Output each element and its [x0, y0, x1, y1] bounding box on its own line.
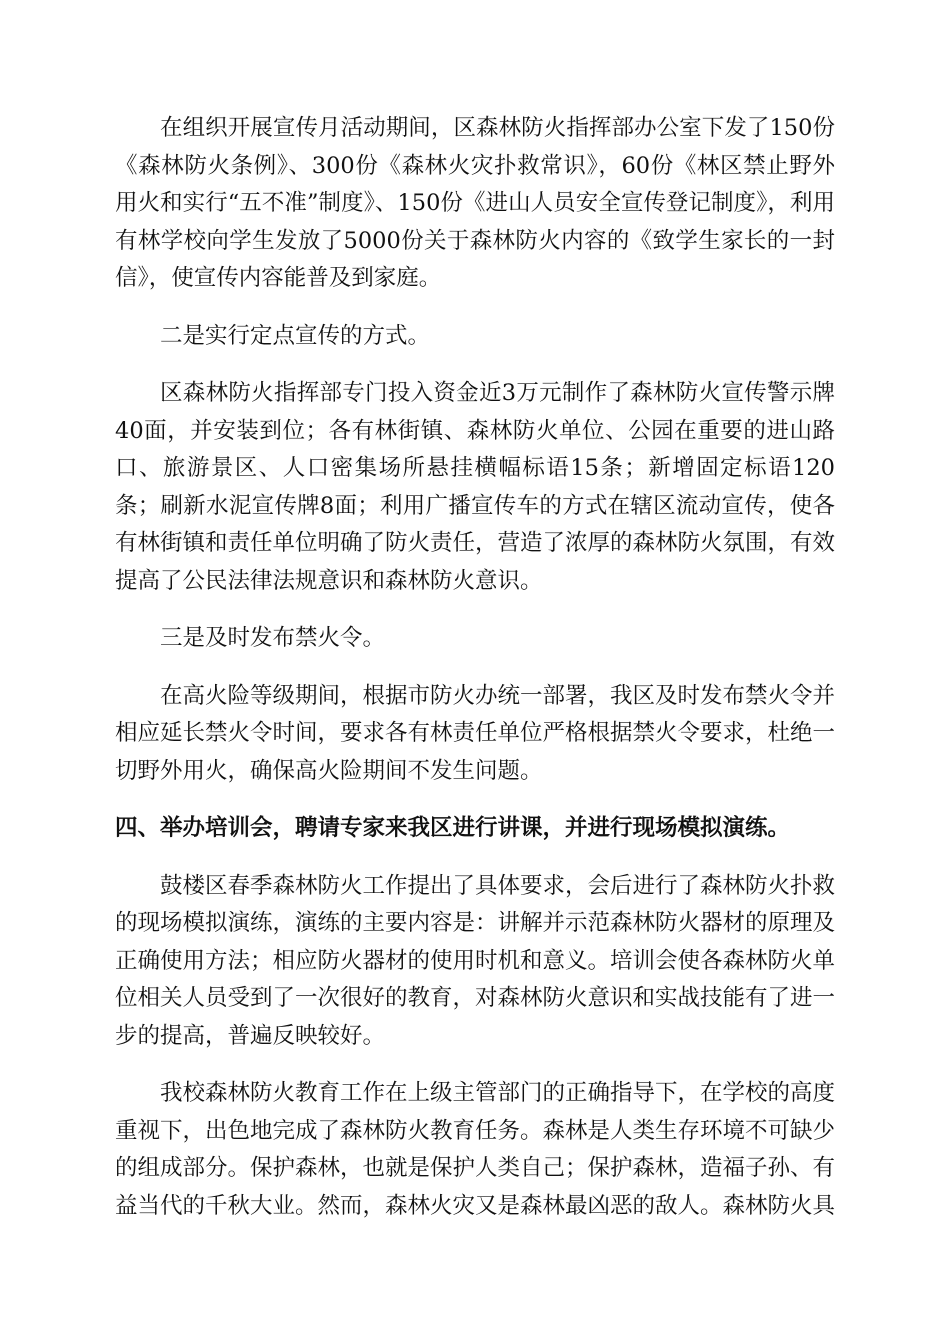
paragraph-warning-signs: 区森林防火指挥部专门投入资金近3万元制作了森林防火宣传警示牌40面，并安装到位；各有林街镇、森林防火单位、公园在重要的进山路口、旅游景区、人口密集场所悬挂横幅标语15条；新增固定标语120条；刷新水泥宣传牌8面；利用广播宣传车的方式在辖区流动宣传，使各有林街镇和责任单位明确了防火责任，营造了浓厚的森林防火氛围，有效提高了公民法律法规意识和森林防火意识。	[115, 380, 836, 594]
paragraph-promotion-month: 在组织开展宣传月活动期间，区森林防火指挥部办公室下发了150份《森林防火条例》、300份《森林火灾扑救常识》，60份《林区禁止野外用火和实行“五不准”制度》、150份《进山人员安全宣传登记制度》，利用有林学校向学生发放了5000份关于森林防火内容的《致学生家长的一封信》，使宣传内容能普及到家庭。	[115, 115, 835, 291]
paragraph-training-drill: 鼓楼区春季森林防火工作提出了具体要求，会后进行了森林防火扑救的现场模拟演练，演练的主要内容是：讲解并示范森林防火器材的原理及正确使用方法；相应防火器材的使用时机和意义。培训会使各森林防火单位相关人员受到了一次很好的教育，对森林防火意识和实战技能有了进一步的提高，普遍反映较好。	[115, 872, 836, 1049]
paragraph-fixed-point-promotion: 二是实行定点宣传的方式。	[160, 322, 431, 349]
paragraph-fire-ban: 三是及时发布禁火令。	[160, 625, 386, 651]
document-page	[115, 110, 835, 1245]
section-heading-training: 四、举办培训会，聘请专家来我区进行讲课，并进行现场模拟演练。	[115, 815, 791, 841]
paragraph-high-risk-period: 在高火险等级期间，根据市防火办统一部署，我区及时发布禁火令并相应延长禁火令时间，要求各有林责任单位严格根据禁火令要求，杜绝一切野外用火，确保高火险期间不发生问题。	[115, 682, 836, 784]
paragraph-school-education: 我校森林防火教育工作在上级主管部门的正确指导下，在学校的高度重视下，出色地完成了森林防火教育任务。森林是人类生存环境不可缺少的组成部分。保护森林，也就是保护人类自己；保护森林，造福子孙、有益当代的千秋大业。然而，森林火灾又是森林最凶恶的敌人。森林防火具	[115, 1080, 836, 1219]
